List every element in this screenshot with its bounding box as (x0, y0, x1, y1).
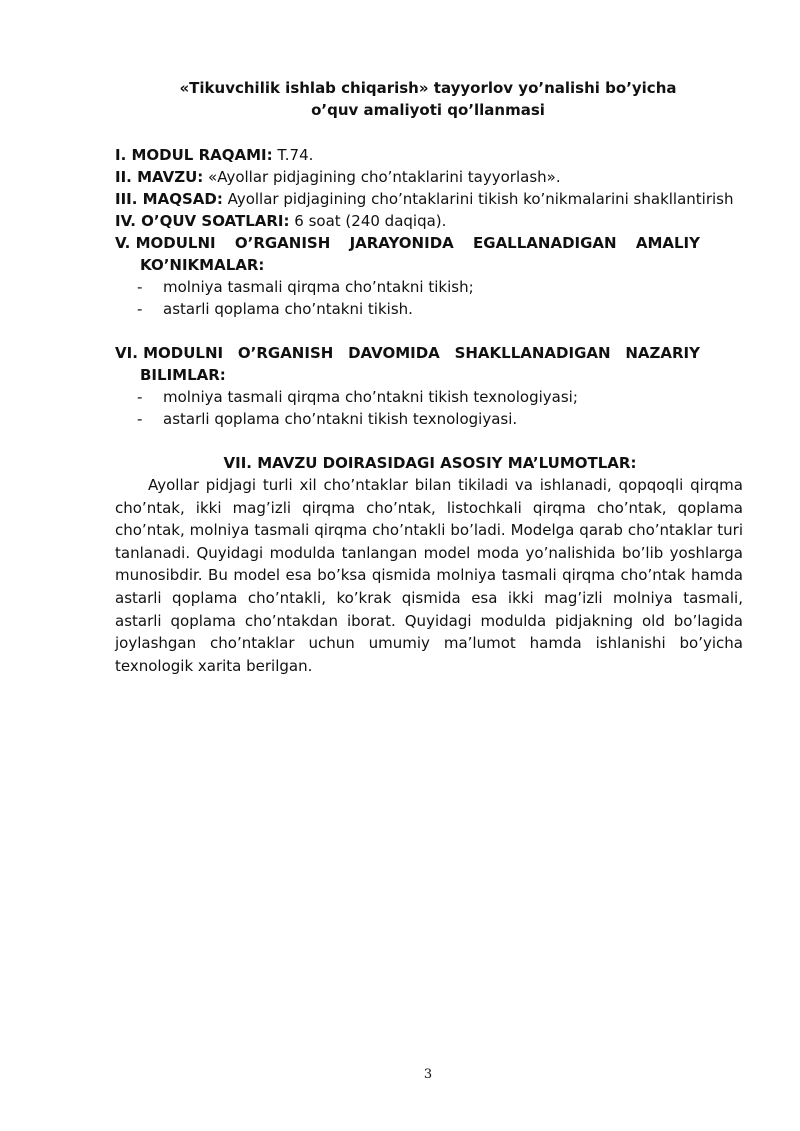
page-number: 3 (423, 1067, 433, 1082)
bullet-dash: - (137, 278, 143, 296)
nazariy-heading-word: NAZARIY (625, 344, 700, 362)
nazariy-heading-word: SHAKLLANADIGAN (454, 344, 611, 362)
list-item-text: astarli qoplama cho’ntakni tikish. (163, 300, 413, 318)
nazariy-heading (115, 342, 700, 364)
bullet-dash: - (137, 410, 143, 428)
bullet-dash: - (137, 300, 143, 318)
list-item (137, 298, 413, 320)
amaliy-heading-word: EGALLANADIGAN (473, 234, 617, 252)
modul-raqami-line (115, 144, 745, 166)
list-item (137, 386, 578, 408)
list-item (137, 276, 474, 298)
document-title-line-1: «Tikuvchilik ishlab chiqarish» tayyorlov yo’nalishi bo’yicha (179, 79, 677, 97)
list-item-text: molniya tasmali qirqma cho’ntakni tikish; (163, 278, 474, 296)
mavzu-line (115, 166, 745, 188)
nazariy-heading-line-2: BILIMLAR: (140, 366, 226, 384)
maqsad-line (115, 188, 745, 210)
soatlari-value: 6 soat (240 daqiqa). (289, 212, 447, 230)
list-item (137, 408, 517, 430)
amaliy-heading-word: V. MODULNI (115, 234, 216, 252)
amaliy-heading-word: JARAYONIDA (349, 234, 454, 252)
mavzu-value: «Ayollar pidjagining cho’ntaklarini tayyorlash». (203, 168, 561, 186)
body-paragraph: Ayollar pidjagi turli xil cho’ntaklar bilan tikiladi va ishlanadi, qopqoqli qirqma cho’ntak, ikki mag’izli qirqma cho’ntak, listochkali qirqma cho’ntak, qoplama cho’ntak, molniya tasmali qirqma cho’ntakli bo’ladi. Modelga qarab cho’ntaklar turi tanlanadi. Quyidagi modulda tanlangan model moda yo’nalishida bo’lib yoshlarga munosibdir. Bu model esa bo’ksa qismida molniya tasmali qirqma cho’ntak hamda astarli qoplama cho’ntakli, ko’krak qismida esa ikki mag’izli molniya tasmali, astarli qoplama cho’ntakdan iborat. Quyidagi modulda pidjakning old bo’lagida joylashgan cho’ntaklar uchun umumiy ma’lumot hamda ishlanishi bo’yicha texnologik xarita berilgan. (115, 476, 743, 675)
maqsad-value: Ayollar pidjagining cho’ntaklarini tikish ko’nikmalarini shakllantirish (222, 190, 734, 208)
amaliy-heading-word: O’RGANISH (234, 234, 331, 252)
document-title-line-2: o’quv amaliyoti qo’llanmasi (311, 101, 545, 119)
mavzu-label: II. MAVZU: (115, 168, 204, 186)
modul-raqami-label: I. MODUL RAQAMI: (115, 146, 273, 164)
amaliy-heading-line-2: KO’NIKMALAR: (140, 256, 265, 274)
asosiy-heading: VII. MAVZU DOIRASIDAGI ASOSIY MA’LUMOTLAR: (223, 454, 637, 472)
soatlari-line (115, 210, 745, 232)
maqsad-label: III. MAQSAD: (115, 190, 223, 208)
list-item-text: astarli qoplama cho’ntakni tikish texnologiyasi. (163, 410, 518, 428)
nazariy-heading-word: O’RGANISH (237, 344, 334, 362)
modul-raqami-value: T.74. (272, 146, 314, 164)
nazariy-heading-word: VI. MODULNI (115, 344, 224, 362)
amaliy-heading-word: AMALIY (635, 234, 700, 252)
nazariy-heading-word: DAVOMIDA (348, 344, 440, 362)
soatlari-label: IV. O’QUV SOATLARI: (115, 212, 290, 230)
bullet-dash: - (137, 388, 143, 406)
amaliy-heading (115, 232, 700, 254)
list-item-text: molniya tasmali qirqma cho’ntakni tikish texnologiyasi; (163, 388, 578, 406)
